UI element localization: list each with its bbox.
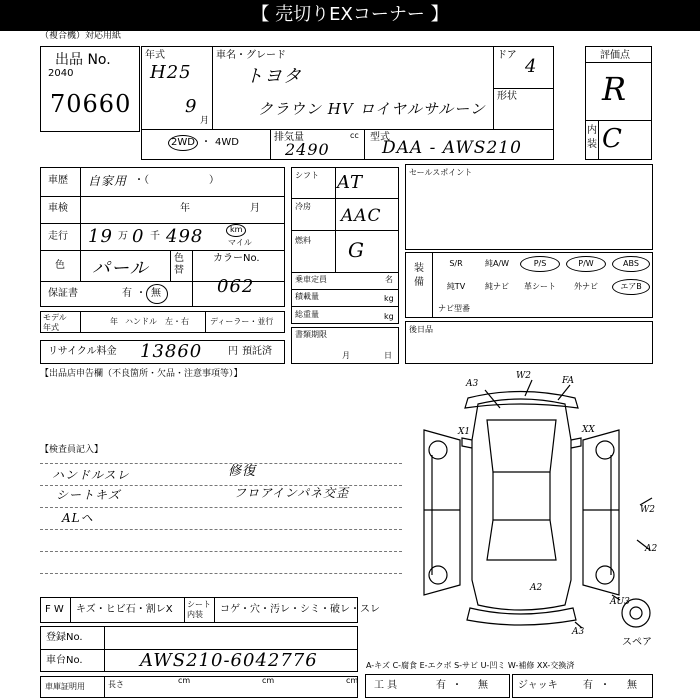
equipment-option: P/S — [533, 259, 547, 268]
doc-month: 月 — [342, 351, 350, 360]
equipment-option: 純ナビ — [485, 282, 509, 291]
recycle-label: リサイクル料金 — [48, 346, 117, 357]
shape-label: 形状 — [497, 91, 517, 102]
equipment-option: P/W — [578, 259, 594, 268]
damage-legend: A-キズ C-腐食 E-エクボ S-サビ U-凹ミ W-補修 XX-交換済 — [366, 661, 575, 670]
damage-mark: A3 — [466, 379, 479, 389]
doc-day: 日 — [384, 351, 392, 360]
page-title: 【 売切りEXコーナー 】 — [251, 4, 449, 25]
recycle-unit: 円 — [228, 346, 238, 357]
load-unit: kg — [384, 294, 394, 303]
damage-mark: AU3 — [610, 597, 630, 607]
seat-label: シート内装 — [187, 600, 211, 619]
year-label: 年式 — [145, 50, 165, 61]
equipment-option: 外ナビ — [574, 282, 598, 291]
displacement-label: 排気量 — [274, 132, 304, 143]
color-change-label: 色替 — [174, 253, 184, 276]
inspection-month-unit: 月 — [250, 203, 260, 214]
model-year-unit: 年 — [110, 317, 118, 326]
later-items-label: 後日品 — [409, 325, 433, 334]
model-code-label: 型式 — [370, 132, 390, 143]
month-value: 9 — [185, 96, 198, 117]
fw-items: キズ・ヒビ石・割レX — [76, 604, 173, 615]
navi-model-label: ナビ型番 — [438, 304, 470, 313]
drive-4wd: 4WD — [215, 137, 239, 148]
color-label: 色 — [55, 260, 65, 271]
mileage-mile: マイル — [228, 238, 252, 247]
shift-label: シフト — [295, 171, 319, 180]
mileage-sen: 千 — [150, 231, 160, 242]
handle-label: ハンドル — [125, 317, 157, 326]
score-label: 評価点 — [600, 50, 630, 61]
drive-sep: ・ — [201, 137, 211, 148]
spare-label: スペア — [622, 637, 652, 648]
mileage-rest: 498 — [166, 226, 204, 247]
warranty-no: 無 — [151, 288, 161, 299]
garage-box — [40, 676, 358, 698]
inspector-note-right: フロアインパネ交歪 — [234, 486, 350, 500]
jack-no: 無 — [627, 680, 637, 691]
model-year-label: モデル年式 — [43, 313, 67, 332]
mileage-thousand: 0 — [132, 226, 145, 247]
registration-label: 登録No. — [46, 632, 83, 643]
damage-mark: X1 — [458, 427, 471, 437]
shift-value: AT — [337, 172, 364, 193]
doors-label: ドア — [497, 50, 517, 61]
dealer-label: ディーラー・並行 — [210, 317, 274, 326]
doors-value: 4 — [525, 56, 538, 77]
lot-label: 出品 No. — [55, 52, 111, 68]
form-subtitle: （複合機）対応用紙 — [40, 31, 122, 41]
sales-point-label: セールスポイント — [409, 168, 473, 177]
recycle-value: 13860 — [140, 341, 203, 362]
seat-items: コゲ・穴・汚レ・シミ・破レ・スレ — [220, 604, 380, 615]
handle-value: 左・右 — [165, 317, 189, 326]
equipment-option: S/R — [449, 259, 463, 268]
lot-code: 2040 — [48, 68, 74, 79]
inspector-note: ALヘ — [62, 511, 94, 525]
month-unit: 月 — [200, 116, 210, 126]
fuel-label: 燃料 — [295, 236, 311, 245]
tools-label: 工 具 — [374, 680, 398, 691]
damage-mark: A2 — [530, 583, 543, 593]
displacement-value: 2490 — [285, 140, 330, 159]
cm-unit: cm — [262, 676, 275, 685]
model-code-value: DAA - AWS210 — [382, 138, 522, 158]
model-value: クラウン HV ロイヤルサルーン — [258, 100, 486, 118]
lot-number: 70660 — [50, 90, 132, 118]
length-label: 長さ — [108, 680, 124, 689]
color-no-label: カラーNo. — [213, 253, 260, 264]
tools-sep: ・ — [452, 680, 462, 691]
jack-yes: 有 — [583, 680, 593, 691]
equipment-option: エアB — [620, 282, 642, 291]
mileage-10k: 19 — [88, 226, 113, 247]
interior-value: C — [602, 124, 623, 154]
gross-label: 総重量 — [295, 310, 319, 319]
damage-mark: W2 — [516, 371, 531, 381]
load-label: 積載量 — [295, 292, 319, 301]
jack-sep: ・ — [600, 680, 610, 691]
warranty-label: 保証書 — [48, 288, 78, 299]
mileage-label: 走行 — [48, 231, 68, 242]
color-no-value: 062 — [217, 276, 255, 297]
equipment-option: 純A/W — [484, 259, 510, 268]
interior-label: 内装 — [587, 125, 597, 150]
gross-unit: kg — [384, 312, 394, 321]
warranty-sep: ・ — [136, 288, 146, 299]
damage-mark: A2 — [645, 544, 658, 554]
ac-value: AAC — [341, 206, 382, 226]
history-rest: ・（ ） — [134, 175, 219, 186]
color-value: パール — [92, 258, 149, 279]
equipment-option: 革シート — [524, 282, 556, 291]
inspector-label: 【検査員記入】 — [40, 445, 104, 455]
warranty-yes: 有 — [122, 288, 132, 299]
capacity-label: 乗車定員 — [295, 275, 327, 284]
equipment-option: ABS — [623, 259, 639, 268]
make-value: トヨタ — [245, 66, 302, 87]
inspector-note-right: 修復 — [228, 464, 257, 479]
jack-label: ジャッキ — [518, 680, 558, 691]
notes-header: 【出品店申告欄（不良箇所・欠品・注意事項等）】 — [40, 369, 243, 379]
recycle-deposit: 預託済 — [242, 346, 272, 357]
history-value: 自家用 — [88, 174, 128, 188]
chassis-value: AWS210-6042776 — [140, 650, 318, 671]
ac-label: 冷房 — [295, 202, 311, 211]
score-value: R — [602, 70, 628, 108]
garage-label: 車庫証明用 — [45, 682, 85, 691]
mileage-km: km — [230, 225, 243, 234]
drive-2wd: 2WD — [171, 137, 195, 148]
equipment-option: 純TV — [446, 282, 466, 291]
chassis-label: 車台No. — [46, 655, 83, 666]
tools-no: 無 — [478, 680, 488, 691]
cm-unit: cm — [346, 676, 359, 685]
inspector-note: ハンドルスレ — [52, 468, 130, 482]
year-value: H25 — [150, 62, 192, 83]
cc-unit: cc — [350, 131, 359, 140]
damage-mark: W2 — [640, 505, 655, 515]
fw-label: F W — [45, 604, 64, 615]
equipment-label: 装備 — [414, 263, 424, 288]
damage-mark: XX — [582, 425, 595, 435]
doc-deadline-label: 書類期限 — [295, 330, 327, 339]
history-label: 車歴 — [48, 175, 68, 186]
inspector-note: シートキズ — [56, 488, 121, 502]
capacity-unit: 名 — [385, 275, 393, 284]
inspection-label: 車検 — [48, 203, 68, 214]
damage-mark: FA — [562, 376, 574, 386]
tools-yes: 有 — [436, 680, 446, 691]
damage-mark: A3 — [572, 627, 585, 637]
name-grade-label: 車名・グレード — [216, 50, 286, 61]
mileage-man: 万 — [118, 231, 128, 242]
fuel-value: G — [348, 238, 365, 262]
inspection-year-unit: 年 — [180, 203, 190, 214]
cm-unit: cm — [178, 676, 191, 685]
